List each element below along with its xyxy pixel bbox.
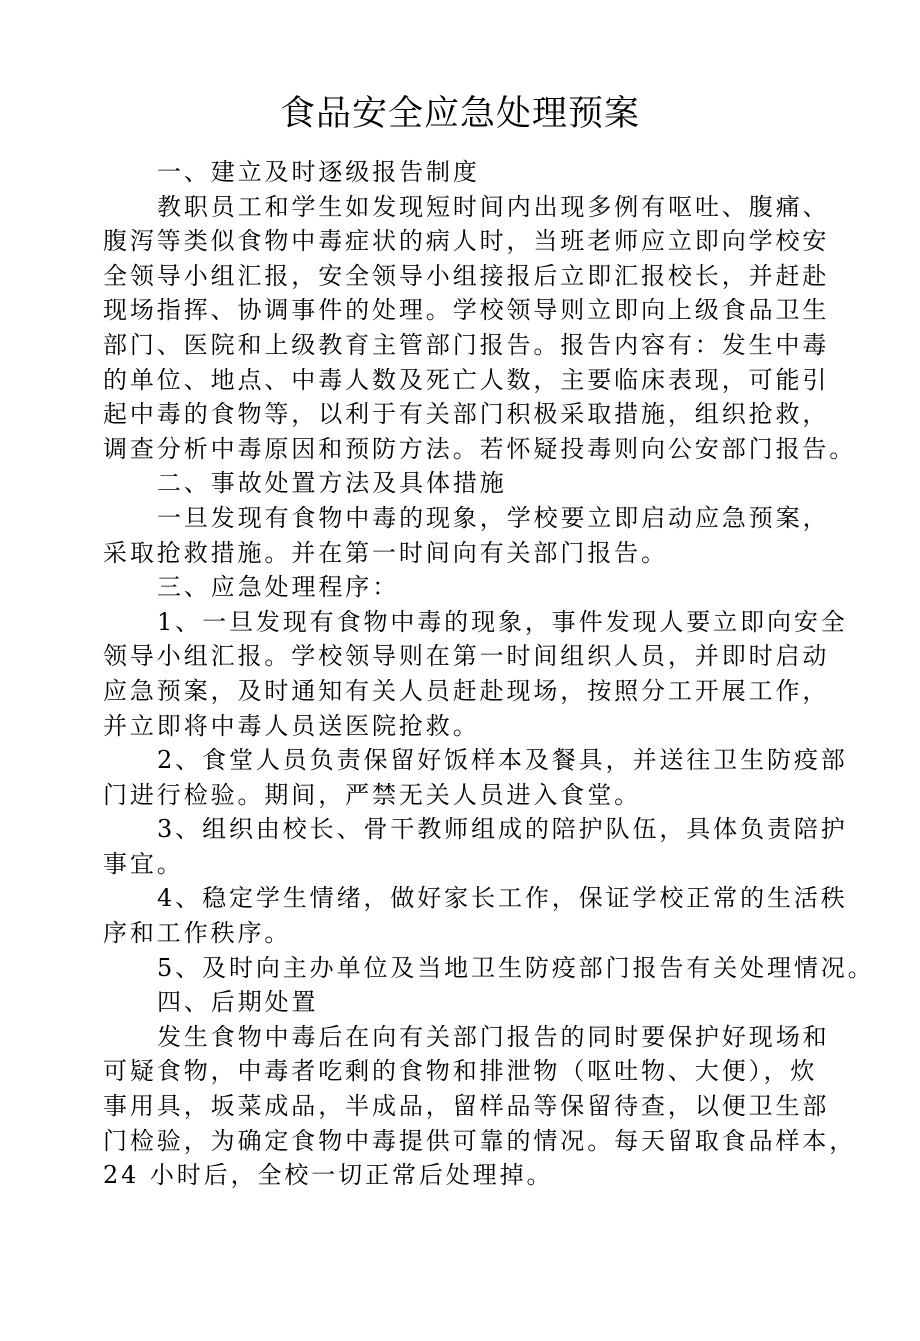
paragraph-line: 全领导小组汇报，安全领导小组接报后立即汇报校长，并赶赴 (103, 261, 830, 290)
paragraph-line: 现场指挥、协调事件的处理。学校领导则立即向上级食品卫生 (103, 296, 830, 325)
paragraph-line: 四、后期处置 (157, 988, 319, 1017)
document-title: 食品安全应急处理预案 (279, 94, 640, 134)
paragraph-line: 的单位、地点、中毒人数及死亡人数，主要临床表现，可能引 (103, 365, 830, 394)
paragraph-line: 3、组织由校长、骨干教师组成的陪护队伍，具体负责陪护 (157, 815, 848, 844)
paragraph (103, 501, 853, 570)
paragraph (103, 812, 853, 881)
paragraph (103, 570, 853, 605)
paragraph-line: 门检验，为确定食物中毒提供可靠的情况。每天留取食品样本， (103, 1126, 857, 1155)
paragraph (103, 605, 853, 743)
paragraph-line: 事用具，坂菜成品，半成品，留样品等保留待查，以便卫生部 (103, 1092, 830, 1121)
paragraph-line: 24 小时后，全校一切正常后处理掉。 (103, 1161, 554, 1190)
paragraph-line: 5、及时向主办单位及当地卫生防疫部门报告有关处理情况。 (157, 953, 875, 982)
paragraph-line: 4、稳定学生情绪，做好家长工作，保证学校正常的生活秩 (157, 884, 848, 913)
paragraph-line: 1、一旦发现有食物中毒的现象，事件发现人要立即向安全 (157, 607, 848, 636)
paragraph-line: 二、事故处置方法及具体措施 (157, 469, 507, 498)
paragraph-line: 三、应急处理程序： (157, 573, 400, 602)
paragraph (103, 466, 853, 501)
paragraph-line: 门进行检验。期间，严禁无关人员进入食堂。 (103, 780, 641, 809)
paragraph (103, 951, 875, 986)
paragraph (103, 1020, 857, 1193)
paragraph-line: 采取抢救措施。并在第一时间向有关部门报告。 (103, 538, 668, 567)
paragraph (103, 155, 853, 190)
paragraph-line: 应急预案，及时通知有关人员赶赴现场，按照分工开展工作， (103, 676, 830, 705)
paragraph-line: 并立即将中毒人员送医院抢救。 (103, 711, 480, 740)
paragraph (103, 190, 857, 467)
paragraph-line: 领导小组汇报。学校领导则在第一时间组织人员，并即时启动 (103, 642, 830, 671)
paragraph-line: 腹泻等类似食物中毒症状的病人时，当班老师应立即向学校安 (103, 227, 830, 256)
paragraph-line: 一旦发现有食物中毒的现象，学校要立即启动应急预案， (157, 503, 830, 532)
paragraph-line: 可疑食物，中毒者吃剩的食物和排泄物（呕吐物、大便），炊 (103, 1057, 818, 1086)
paragraph-line: 起中毒的食物等，以利于有关部门积极采取措施，组织抢救， (103, 400, 830, 429)
paragraph-line: 调查分析中毒原因和预防方法。若怀疑投毒则向公安部门报告。 (103, 434, 857, 463)
paragraph-line: 序和工作秩序。 (103, 919, 292, 948)
paragraph-line: 发生食物中毒后在向有关部门报告的同时要保护好现场和 (157, 1022, 830, 1051)
paragraph-line: 部门、医院和上级教育主管部门报告。报告内容有：发生中毒 (103, 330, 830, 359)
paragraph (103, 881, 853, 950)
paragraph (103, 743, 853, 812)
paragraph-line: 一、建立及时逐级报告制度 (157, 158, 480, 186)
paragraph (103, 985, 853, 1020)
document-body (103, 155, 875, 1193)
paragraph-line: 教职员工和学生如发现短时间内出现多例有呕吐、腹痛、 (157, 192, 830, 221)
paragraph-line: 事宜。 (103, 849, 184, 878)
paragraph-line: 2、食堂人员负责保留好饭样本及餐具，并送往卫生防疫部 (157, 746, 848, 775)
